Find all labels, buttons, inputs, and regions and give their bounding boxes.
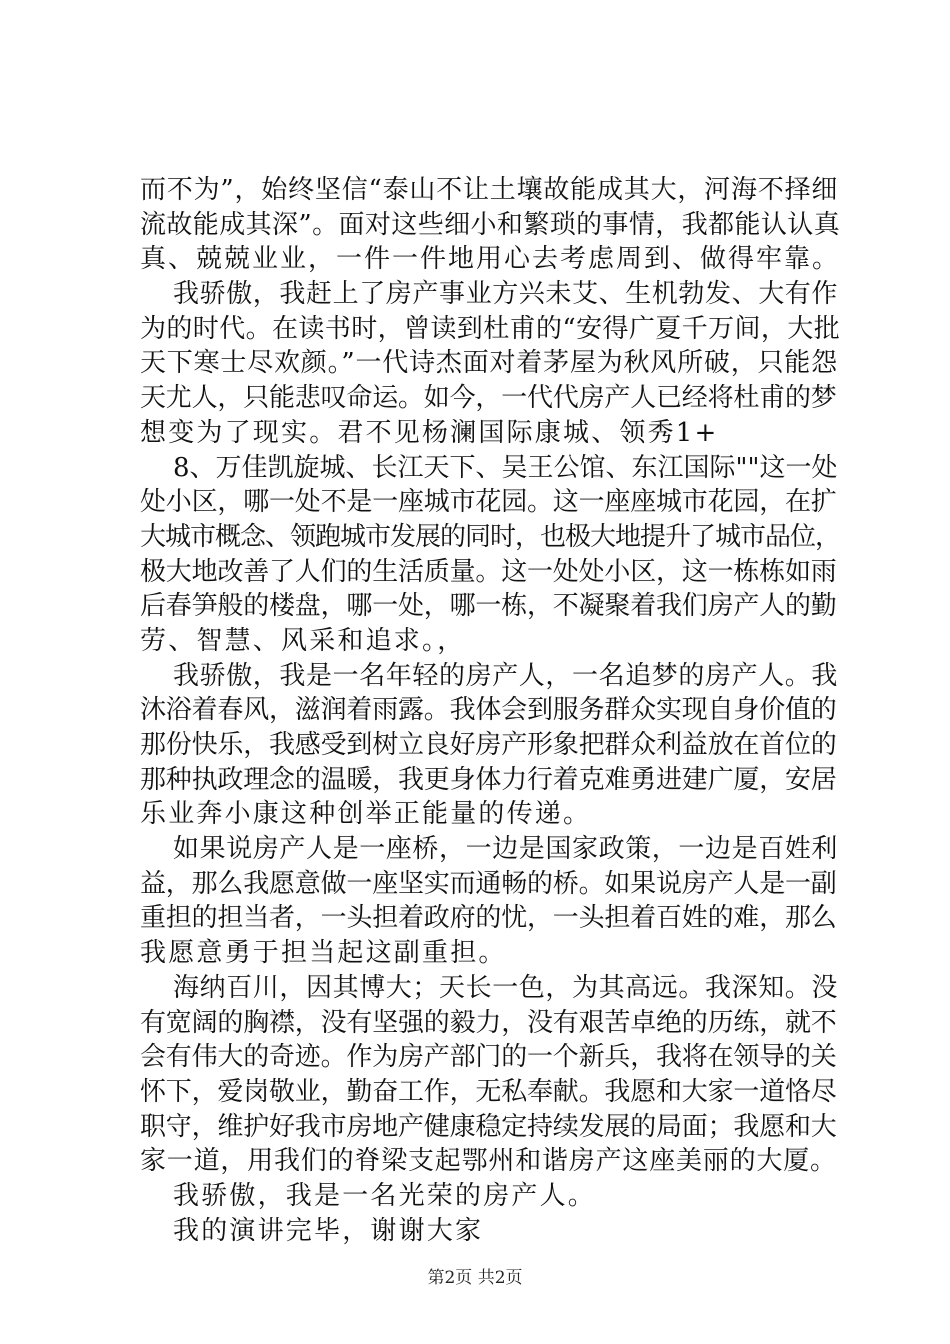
text-line: 职守，维护好我市房地产健康稳定持续发展的局面；我愿和大	[140, 1111, 837, 1142]
text-line: 乐业奔小康这种创举正能量的传递。	[140, 799, 592, 830]
text-line: 天下寒士尽欢颜。”一代诗杰面对着茅屋为秋风所破，只能怨	[140, 348, 838, 379]
text-line: 而不为”，始终坚信“泰山不让土壤故能成其大，河海不择细	[140, 175, 839, 205]
document-body	[140, 173, 840, 1248]
text-line: 那种执政理念的温暖，我更身体力行着克难勇进建广厦，安居	[140, 764, 837, 795]
text-line: 益，那么我愿意做一座坚实而通畅的桥。如果说房产人是一副	[140, 868, 837, 899]
text-line: 沐浴着春风，滋润着雨露。我体会到服务群众实现自身价值的	[140, 695, 837, 726]
text-line: 怀下，爱岗敬业，勤奋工作，无私奉献。我愿和大家一道恪尽	[140, 1076, 837, 1107]
text-line: 那份快乐，我感受到树立良好房产形象把群众利益放在首位的	[140, 730, 837, 760]
text-line: 劳、智慧、风采和追求。，	[140, 625, 466, 656]
text-line: 处小区，哪一处不是一座城市花园。这一座座城市花园，在扩	[140, 487, 837, 518]
text-line: 我骄傲，我是一名光荣的房产人。	[173, 1180, 597, 1211]
text-line: 极大地改善了人们的生活质量。这一处处小区，这一栋栋如雨	[140, 556, 837, 587]
text-line: 想变为了现实。君不见杨澜国际康城、领秀1+	[140, 417, 719, 448]
text-line: 后春笋般的楼盘，哪一处，哪一栋，不凝聚着我们房产人的勤	[140, 591, 837, 622]
text-line: 我骄傲，我是一名年轻的房产人，一名追梦的房产人。我	[173, 660, 839, 691]
text-line: 有宽阔的胸襟，没有坚强的毅力，没有艰苦卓绝的历练，就不	[140, 1007, 837, 1038]
text-line: 会有伟大的奇迹。作为房产部门的一个新兵，我将在领导的关	[140, 1042, 837, 1073]
text-line: 如果说房产人是一座桥，一边是国家政策，一边是百姓利	[173, 834, 839, 865]
text-line: 家一道，用我们的脊梁支起鄂州和谐房产这座美丽的大厦。	[140, 1146, 837, 1177]
text-line: 8、万佳凯旋城、长江天下、吴王公馆、东江国际""这一处	[173, 452, 838, 483]
text-line: 天尤人，只能悲叹命运。如今，一代代房产人已经将杜甫的梦	[140, 383, 837, 414]
text-line: 海纳百川，因其博大；天长一色，为其高远。我深知。没	[173, 972, 839, 1003]
text-line: 真、兢兢业业，一件一件地用心去考虑周到、做得牢靠。	[140, 244, 841, 275]
page-footer: 第2页 共2页	[427, 1268, 523, 1288]
text-line: 重担的担当者，一头担着政府的忧，一头担着百姓的难，那么	[140, 903, 837, 934]
text-line: 我骄傲，我赶上了房产事业方兴未艾、生机勃发、大有作	[173, 279, 839, 310]
text-line: 我的演讲完毕，谢谢大家	[173, 1215, 484, 1246]
text-line: 我愿意勇于担当起这副重担。	[140, 938, 507, 969]
text-line: 流故能成其深”。面对这些细小和繁琐的事情，我都能认认真	[140, 209, 841, 240]
text-line: 大城市概念、领跑城市发展的同时，也极大地提升了城市品位，	[140, 521, 841, 552]
text-line: 为的时代。在读书时，曾读到杜甫的“安得广夏千万间，大批	[140, 313, 841, 344]
